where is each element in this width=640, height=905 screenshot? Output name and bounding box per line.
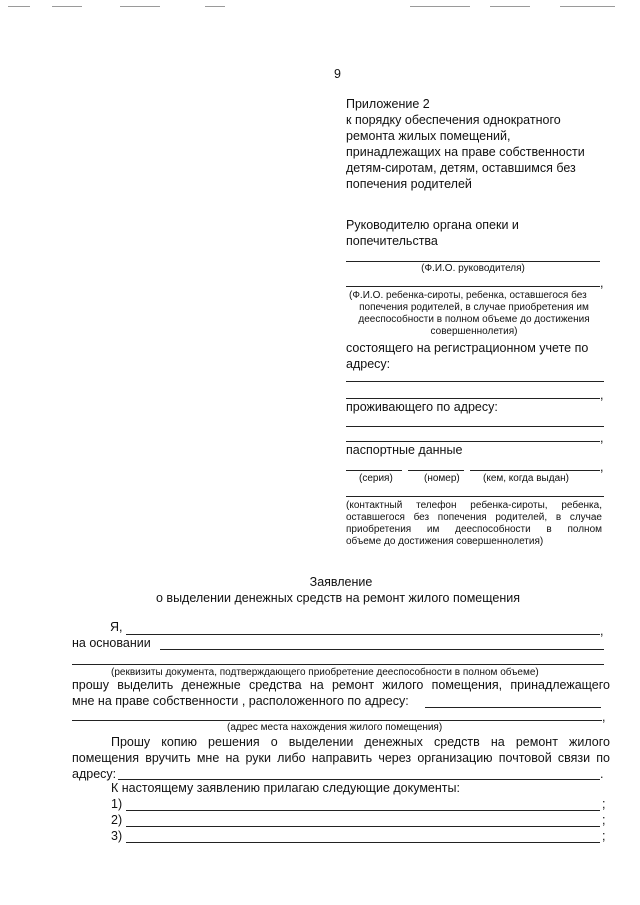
head-fio-field[interactable] <box>346 261 600 262</box>
basis-label: на основании <box>72 636 151 650</box>
child-caption: (Ф.И.О. ребенка-сироты, ребенка, оставшегося без <box>349 290 587 301</box>
i-label: Я, <box>110 620 123 634</box>
scan-artifact <box>120 6 160 7</box>
property-address-field[interactable] <box>425 707 601 708</box>
contact-caption: оставшегося без попечения родителей, в случае <box>346 512 602 523</box>
comma: , <box>600 624 604 638</box>
applicant-name-field[interactable] <box>126 634 600 635</box>
addressee-line: Руководителю органа опеки и <box>346 218 519 232</box>
child-caption: попечения родителей, в случае приобретения им <box>359 302 589 313</box>
request-text: прошу выделить денежные средства на ремонт жилого помещения, принадлежащего <box>72 678 610 692</box>
appendix-line: принадлежащих на праве собственности <box>346 145 585 159</box>
comma: , <box>600 460 604 474</box>
scan-artifact <box>52 6 82 7</box>
appendix-line: попечения родителей <box>346 177 472 191</box>
registered-label: адресу: <box>346 357 391 371</box>
passport-issued-field[interactable] <box>470 470 600 471</box>
contact-caption: (контактный телефон ребенка-сироты, ребенка, <box>346 500 602 511</box>
passport-number-field[interactable] <box>408 470 464 471</box>
semicolon: ; <box>602 829 606 843</box>
contact-caption: приобретения им дееспособности в полном <box>346 524 602 535</box>
attachment-field[interactable] <box>126 810 600 811</box>
property-address-field-continued[interactable] <box>72 720 602 721</box>
child-caption: дееспособности в полном объеме до достижения <box>358 314 590 325</box>
comma: , <box>600 388 604 402</box>
appendix-line: к порядку обеспечения однократного <box>346 113 561 127</box>
living-address-field[interactable] <box>346 426 604 427</box>
contact-phone-field[interactable] <box>346 496 604 497</box>
address-caption: (адрес места нахождения жилого помещения) <box>227 722 443 733</box>
attachment-number: 1) <box>111 797 123 811</box>
scan-artifact <box>410 6 470 7</box>
attachment-field[interactable] <box>126 826 600 827</box>
passport-series-caption: (серия) <box>359 473 393 484</box>
copy-request-text: помещения вручить мне на руки либо направить через организацию почтовой связи по <box>72 751 610 765</box>
contact-caption: объеме до достижения совершеннолетия) <box>346 536 544 547</box>
living-address-label: проживающего по адресу: <box>346 400 498 414</box>
request-text: мне на праве собственности , расположенного по адресу: <box>72 694 409 708</box>
passport-number-caption: (номер) <box>424 473 460 484</box>
attachment-field[interactable] <box>126 842 600 843</box>
scan-artifact <box>205 6 225 7</box>
appendix-title: Приложение 2 <box>346 97 430 111</box>
attachment-number: 3) <box>111 829 123 843</box>
appendix-line: детям-сиротам, детям, оставшимся без <box>346 161 576 175</box>
statement-title: Заявление <box>309 575 373 589</box>
comma: , <box>600 276 604 290</box>
page-number: 9 <box>334 67 341 81</box>
copy-request-text: Прошу копию решения о выделении денежных средств на ремонт жилого <box>111 735 610 749</box>
scan-artifact <box>490 6 530 7</box>
period: . <box>600 767 604 781</box>
basis-caption: (реквизиты документа, подтверждающего приобретение дееспособности в полном объеме) <box>111 667 539 678</box>
comma: , <box>600 431 604 445</box>
basis-field-continued[interactable] <box>72 664 604 665</box>
child-fio-field[interactable] <box>346 286 600 287</box>
basis-field[interactable] <box>160 649 604 650</box>
mailing-address-field[interactable] <box>118 779 600 780</box>
registered-label: состоящего на регистрационном учете по <box>346 341 589 355</box>
passport-series-field[interactable] <box>346 470 402 471</box>
comma: , <box>602 710 606 724</box>
registered-address-field[interactable] <box>346 398 600 399</box>
head-fio-caption: (Ф.И.О. руководителя) <box>421 263 525 274</box>
attachment-number: 2) <box>111 813 123 827</box>
semicolon: ; <box>602 797 606 811</box>
appendix-line: ремонта жилых помещений, <box>346 129 511 143</box>
attachments-intro: К настоящему заявлению прилагаю следующие документы: <box>111 781 460 795</box>
statement-subtitle: о выделении денежных средств на ремонт жилого помещения <box>156 591 520 605</box>
copy-request-text: адресу: <box>72 767 117 781</box>
passport-label: паспортные данные <box>346 443 463 457</box>
semicolon: ; <box>602 813 606 827</box>
scan-artifact <box>8 6 30 7</box>
child-caption: совершеннолетия) <box>430 326 518 337</box>
passport-issued-caption: (кем, когда выдан) <box>483 473 569 484</box>
registered-address-field[interactable] <box>346 381 604 382</box>
scan-artifact <box>560 6 615 7</box>
living-address-field[interactable] <box>346 441 600 442</box>
addressee-line: попечительства <box>346 234 438 248</box>
